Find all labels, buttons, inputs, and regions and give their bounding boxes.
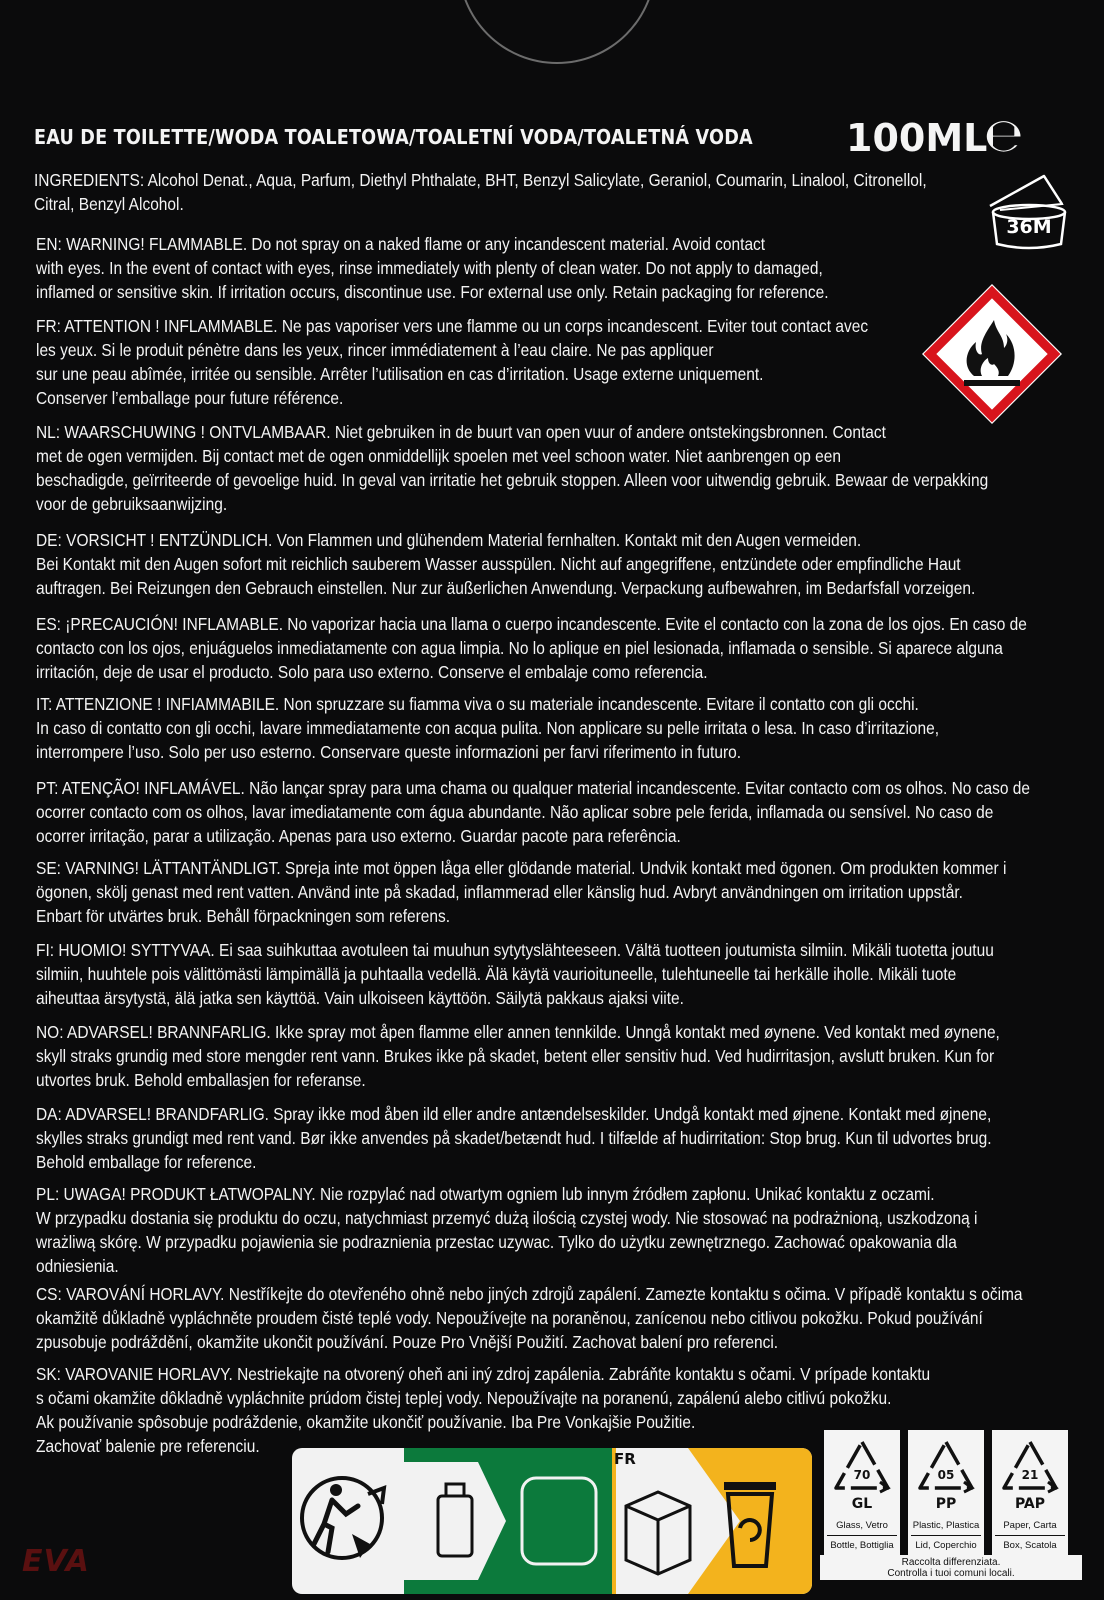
warning-paragraph-no: [36, 1020, 1063, 1092]
text-line: EN: WARNING! FLAMMABLE. Do not spray on a naked flame or any incandescent material. Avoid contact: [36, 234, 766, 254]
text-line: NO: ADVARSEL! BRANNFARLIG. Ikke spray mot åpen flamme eller annen tennkilde. Unngå kontakt med øynene. Ved kontakt med øynene,: [36, 1022, 1000, 1042]
text-line: Enbart för utvärtes bruk. Behåll förpackningen som referens.: [36, 906, 451, 926]
text-line: irritación, deje de usar el producto. Solo para uso externo. Conserve el embalaje como referencia.: [36, 662, 708, 682]
warning-paragraph-se: [36, 856, 1063, 928]
text-line: PL: UWAGA! PRODUKT ŁATWOPALNY. Nie rozpylać nad otwartym ogniem lub innym źródłem zapłonu. Unikać kontaktu z oczami.: [36, 1184, 935, 1204]
product-title: EAU DE TOILETTE/WODA TOALETOWA/TOALETNÍ VODA/TOALETNÁ VODA: [34, 125, 753, 149]
text-line: Bei Kontakt mit den Augen sofort mit reichlich sauberem Wasser ausspülen. Nicht auf angegriffene, entzündete oder empfindliche Haut: [36, 554, 961, 574]
pao-label: 36M: [1006, 216, 1052, 238]
text-line: les yeux. Si le produit pénètre dans les yeux, rincer immédiatement à l’eau claire. Ne pas appliquer: [36, 340, 714, 360]
warning-paragraph-de: [36, 528, 1063, 600]
triman-sorting-label: [292, 1448, 812, 1594]
text-line: silmiin, huuhtele pois välittömästi lämpimällä ja puhtaalla vedellä. Älä käytä vaurioituneelle, tulehtuneelle tai herkälle iholle. Mikäli tuote: [36, 964, 957, 984]
text-line: s očami okamžite dôkladně vypláchnite prúdom čistej teplej vody. Nepoužívajte na poranenú, zapálenú alebo citlivú pokožku.: [36, 1388, 892, 1408]
recycling-codes: [820, 1430, 1082, 1580]
recycling-code: 05: [937, 1468, 955, 1482]
ingredients-paragraph: [34, 168, 1061, 216]
text-line: Behold emballage for reference.: [36, 1152, 257, 1172]
recycling-material: Plastic, Plastica: [912, 1520, 980, 1531]
recycling-material: Paper, Carta: [1003, 1520, 1057, 1531]
recycling-note-line: Controlla i tuoi comuni locali.: [887, 1568, 1015, 1579]
product-title-row: [34, 108, 1024, 162]
text-line: SE: VARNING! LÄTTANTÄNDLIGT. Spreja inte mot öppen låga eller glödande material. Undvik kontakt med ögonen. Om produkten kommer i: [36, 858, 1007, 878]
text-line: with eyes. In the event of contact with eyes, rinse immediately with plenty of clean water. Do not apply to damaged,: [36, 258, 823, 278]
text-line: SK: VAROVANIE HORLAVY. Nestriekajte na otvorený oheň ani iný zdroj zapálenia. Zabráňte kontaktu s očami. V prípade kontaktu: [36, 1364, 931, 1384]
text-line: ocorrer contacto com os olhos, lavar imediatamente com água abundante. Não aplicar sobre pele ferida, inflamada ou sensível. No caso de: [36, 802, 994, 822]
text-line: skyll straks grundig med store mengder rent vann. Brukes ikke på skadet, betent eller sensitiv hud. Ved hudirritasjon, avslutt bruken. Kun for: [36, 1046, 995, 1066]
text-line: INGREDIENTS: Alcohol Denat., Aqua, Parfum, Diethyl Phthalate, BHT, Benzyl Salicylate, Geraniol, Coumarin, Linalool, Citronellol,: [34, 170, 927, 190]
text-line: ES: ¡PRECAUCIÓN! INFLAMABLE. No vaporizar hacia una llama o cuerpo incandescente. Evite el contacto con la zona de los ojos. En caso de: [36, 614, 1027, 634]
text-line: FR: ATTENTION ! INFLAMMABLE. Ne pas vaporiser vers une flamme ou un corps incandescent. Eviter tout contact avec: [36, 316, 869, 336]
recycling-material: Glass, Vetro: [836, 1520, 888, 1531]
text-line: Conserver l’emballage pour future référence.: [36, 388, 344, 408]
text-line: ocorrer irritação, parar a utilização. Apenas para uso externo. Guardar pacote para referência.: [36, 826, 681, 846]
text-line: sur une peau abîmée, irritée ou sensible. Arrêter l’utilisation en cas d’irritation. Usage externe uniquement.: [36, 364, 764, 384]
text-line: utvortes bruk. Behold emballasjen for referanse.: [36, 1070, 366, 1090]
text-line: IT: ATTENZIONE ! INFIAMMABILE. Non spruzzare su fiamma viva o su materiale incandescente. Evitare il contatto con gli occhi.: [36, 694, 919, 714]
text-line: NL: WAARSCHUWING ! ONTVLAMBAAR. Niet gebruiken in de buurt van open vuur of andere ontstekingsbronnen. Contact: [36, 422, 886, 442]
hang-hole-cutout: [458, 0, 656, 64]
warning-paragraph-it: [36, 692, 1063, 764]
recycling-abbr: GL: [851, 1496, 873, 1512]
recycling-note: [820, 1555, 1082, 1580]
text-line: Zachovať balenie pre referenciu.: [36, 1436, 260, 1456]
watermark-text: EVA: [22, 1544, 90, 1579]
recycling-use: Bottle, Bottiglia: [830, 1540, 894, 1551]
text-line: Citral, Benzyl Alcohol.: [34, 194, 184, 214]
divider: [911, 1535, 981, 1536]
recycling-use: Box, Scatola: [1003, 1540, 1057, 1551]
text-line: FI: HUOMIO! SYTTYVAA. Ei saa suihkuttaa avotuleen tai muuhun sytytyslähteeseen. Vältä tuotteen joutumista silmiin. Mikäli tuotetta joutuu: [36, 940, 994, 960]
text-line: aiheuttaa ärsytystä, älä jatka sen käyttöä. Vain ulkoiseen käyttöön. Säilytä pakkaus ajaksi viite.: [36, 988, 684, 1008]
warning-paragraph-nl: [36, 420, 1063, 516]
warning-paragraph-fi: [36, 938, 1063, 1010]
warning-paragraph-da: [36, 1102, 1063, 1174]
warning-paragraph-pt: [36, 776, 1063, 848]
warning-paragraph-en: [36, 232, 1063, 304]
text-line: inflamed or sensitive skin. If irritation occurs, discontinue use. For external use only. Retain packaging for reference.: [36, 282, 829, 302]
text-line: auftragen. Bei Reizungen den Gebrauch einstellen. Nur zur äußerlichen Anwendung. Verpackung aufbewahren, im Bedarfsfall vorzeigen.: [36, 578, 976, 598]
warning-paragraph-fr: [36, 314, 1063, 410]
recycling-note-line: Raccolta differenziata.: [901, 1557, 1001, 1568]
text-line: W przypadku dostania się produktu do oczu, natychmiast przemyć dużą ilością czystej wody. Nie stosować na podrażnioną, uszkodzoną i: [36, 1208, 978, 1228]
text-line: wrażliwą skórę. W przypadku pojawienia sie podraznienia przestac uzywac. Tylko do użytku zewnętrznego. Zachować opakowania dla: [36, 1232, 957, 1252]
recycling-abbr: PP: [935, 1496, 957, 1512]
recycling-abbr: PAP: [1014, 1496, 1046, 1512]
text-line: zpusobuje podráždění, okamžite ukončit používání. Pouze Pro Vnější Použití. Zachovat balení pro referenci.: [36, 1332, 779, 1352]
warning-paragraph-pl: [36, 1182, 1063, 1278]
text-line: skylles straks grundigt med rent vand. Bør ikke anvendes på skadet/betændt hud. I tilfælde af hudirritation: Stop brug. Kun til udvortes brug.: [36, 1128, 992, 1148]
recycling-code: 70: [853, 1468, 871, 1482]
text-line: contacto con los ojos, enjuáguelos inmediatamente con agua limpia. No lo aplique en piel lesionada, inflamada o sensible. Si aparece alguna: [36, 638, 1003, 658]
text-line: ögonen, skölj genast med rent vatten. Använd inte på skadad, inflammerad eller känslig hud. Avbryt användningen om irritation uppstår.: [36, 882, 963, 902]
text-line: interrompere l’uso. Solo per uso esterno. Conservare queste informazioni per farvi riferimento in futuro.: [36, 742, 742, 762]
recycling-use: Lid, Coperchio: [915, 1540, 977, 1551]
text-line: DE: VORSICHT ! ENTZÜNDLICH. Von Flammen und glühendem Material fernhalten. Kontakt mit den Augen vermeiden.: [36, 530, 862, 550]
warning-paragraph-es: [36, 612, 1063, 684]
estimated-sign-icon: ℮: [984, 108, 1024, 162]
divider: [995, 1535, 1065, 1536]
warning-paragraph-cs: [36, 1282, 1063, 1354]
text-line: In caso di contatto con gli occhi, lavare immediatamente con acqua pulita. Non applicare su pelle irritata o lesa. In caso d’irritazione,: [36, 718, 940, 738]
text-line: DA: ADVARSEL! BRANDFARLIG. Spray ikke mod åben ild eller andre antændelseskilder. Undgå kontakt med øjnene. Kontakt med øjnene,: [36, 1104, 992, 1124]
text-line: voor de gebruiksaanwijzing.: [36, 494, 228, 514]
text-line: met de ogen vermijden. Bij contact met de ogen onmiddellijk spoelen met veel schoon water. Niet aanbrengen op een: [36, 446, 841, 466]
product-volume: 100ML: [846, 116, 988, 160]
divider: [827, 1535, 897, 1536]
text-line: okamžitě důkladně vypláchněte proudem čisté teplé vody. Nepoužívejte na poraněnou, zanícenou nebo citlivou pokožku. Pokud používání: [36, 1308, 983, 1328]
text-line: CS: VAROVÁNÍ HORLAVY. Nestříkejte do otevřeného ohně nebo jiných zdrojů zapálení. Zamezte kontaktu s očima. V případě kontaktu s očima: [36, 1284, 1023, 1304]
recycling-code: 21: [1021, 1468, 1039, 1482]
triman-country-tag: FR: [614, 1450, 636, 1468]
text-line: odniesienia.: [36, 1256, 119, 1276]
text-line: PT: ATENÇÃO! INFLAMÁVEL. Não lançar spray para uma chama ou qualquer material incandescente. Evitar contacto com os olhos. No caso de: [36, 778, 1030, 798]
text-line: Ak používanie spôsobuje podráždenie, okamžite ukončiť používanie. Iba Pre Vonkajšie Použitie.: [36, 1412, 696, 1432]
text-line: beschadigde, geïrriteerde of gevoelige huid. In geval van irritatie het gebruik stoppen. Alleen voor uitwendig gebruik. Bewaar de verpakking: [36, 470, 989, 490]
